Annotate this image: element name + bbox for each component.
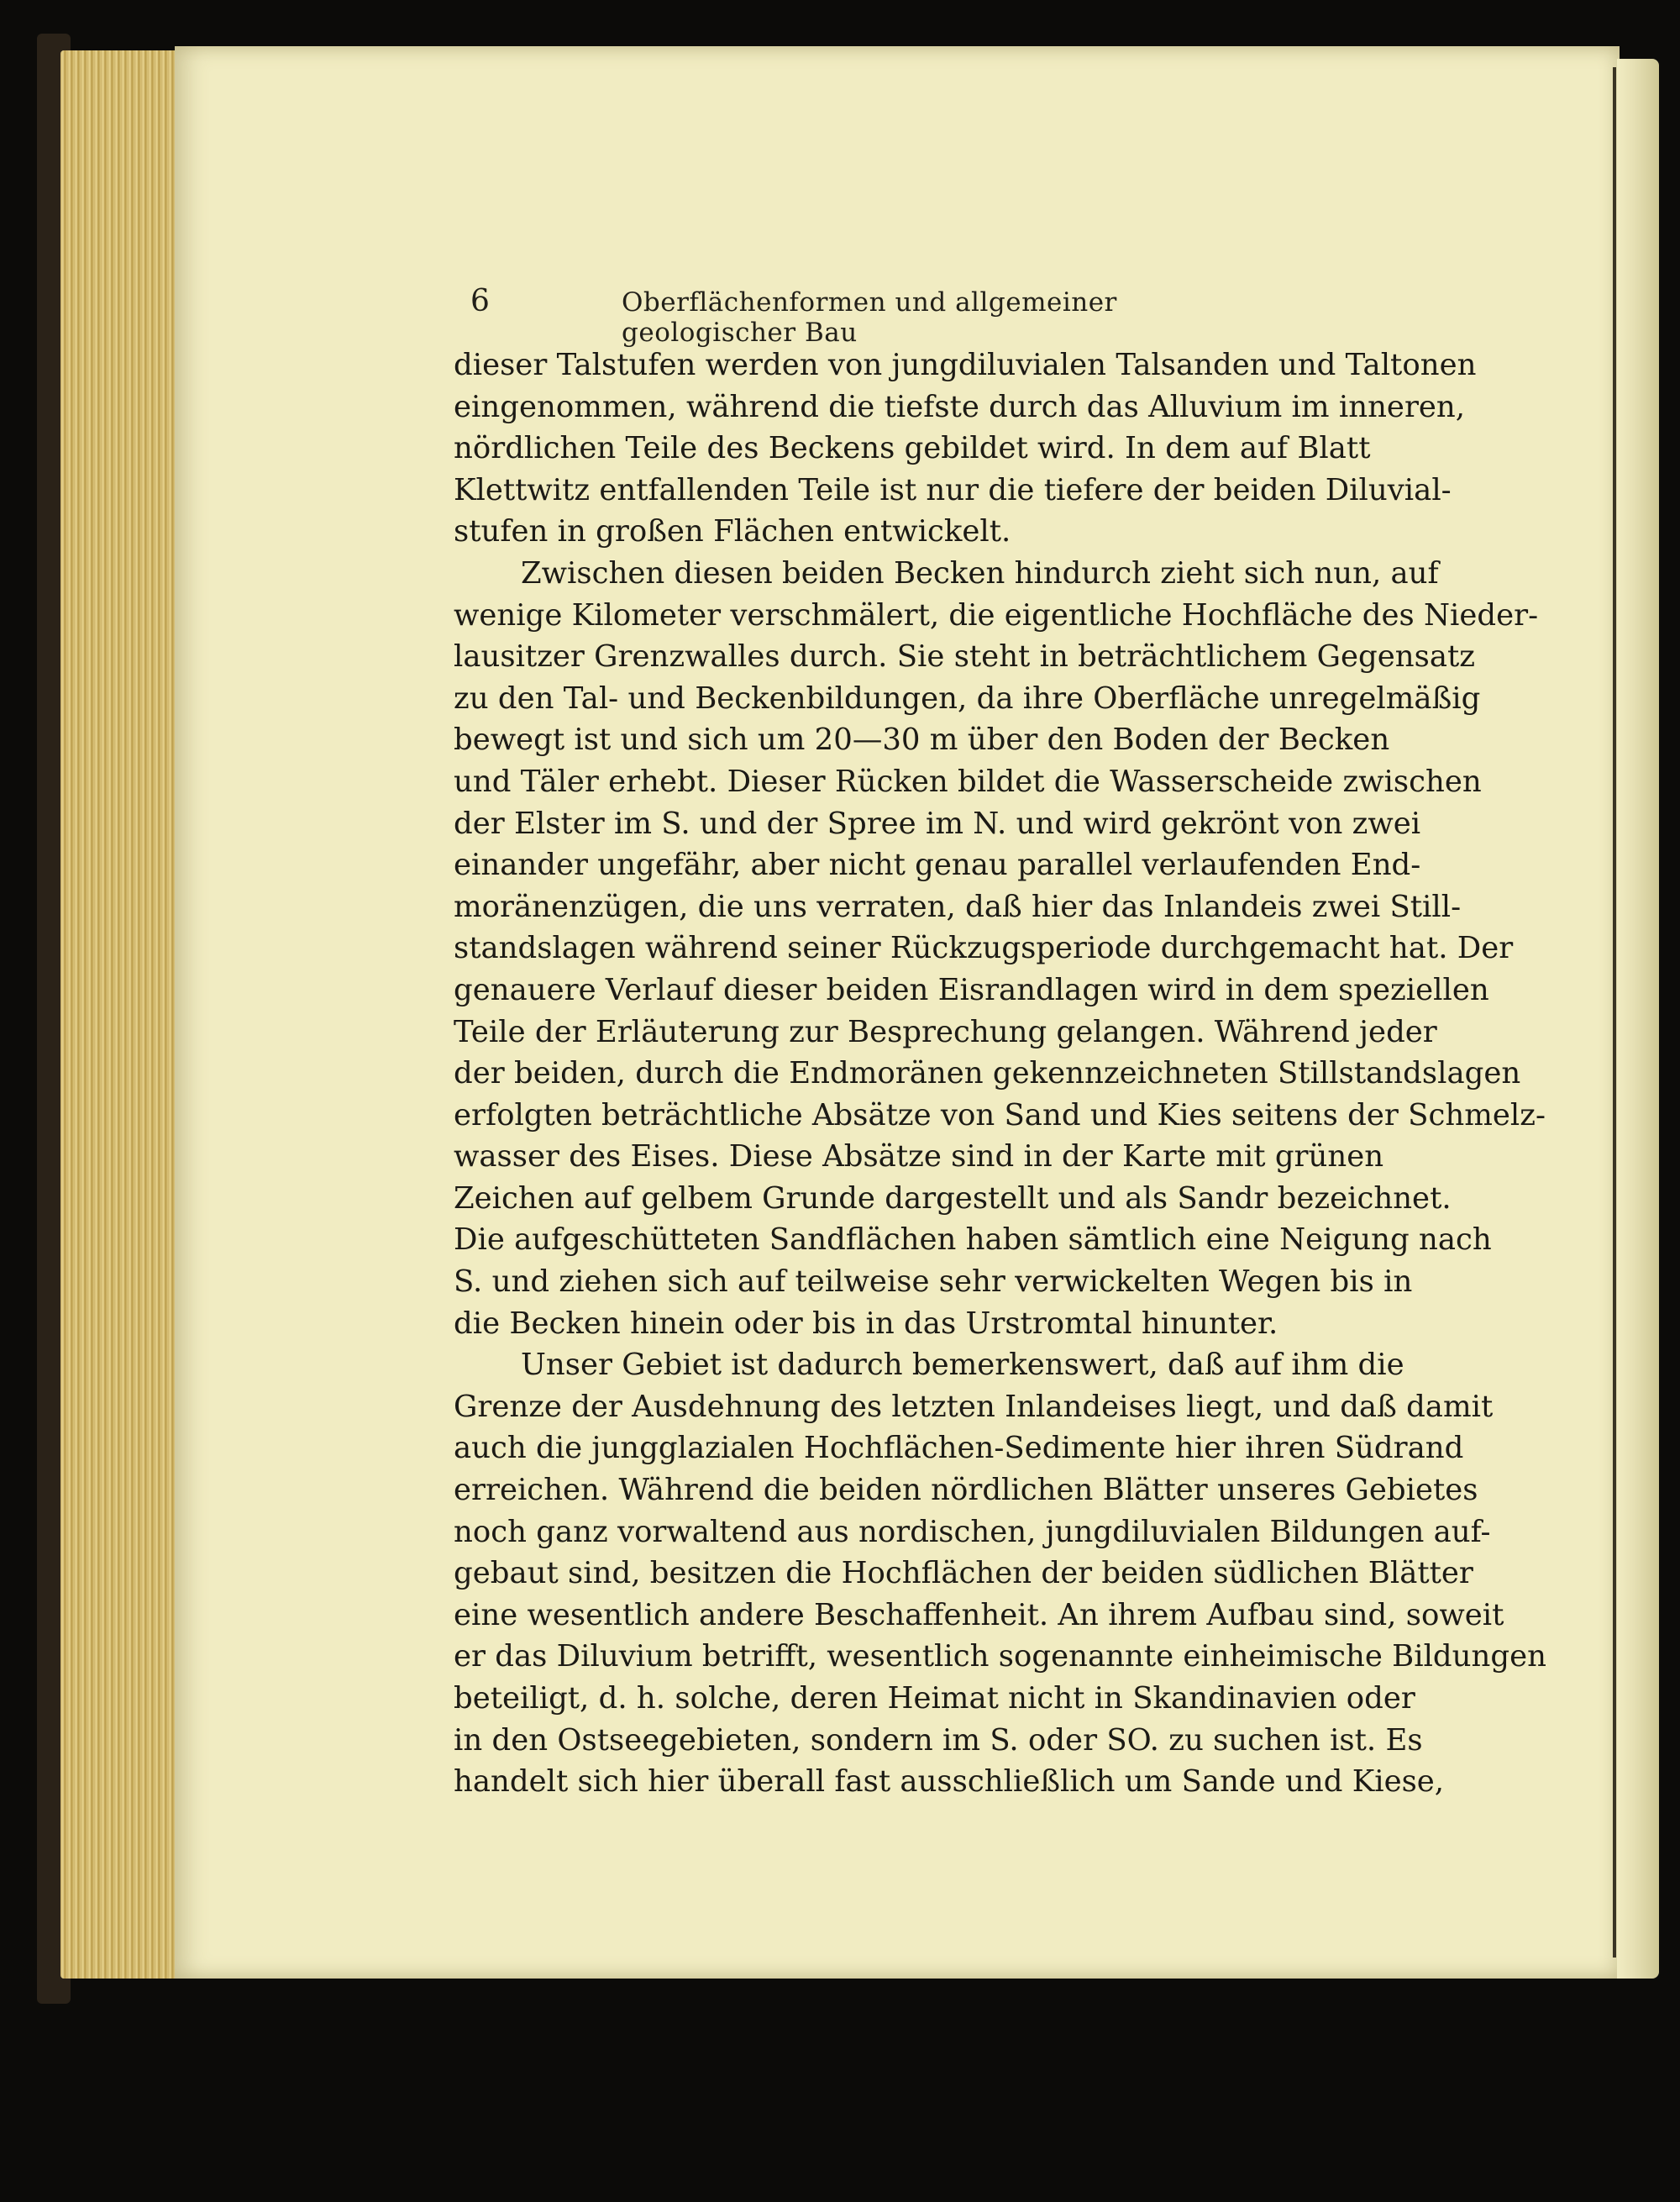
text-line: wasser des Eises. Diese Absätze sind in der Karte mit grünen (454, 1139, 1384, 1175)
text-line: gebaut sind, besitzen die Hochflächen der beiden südlichen Blätter (454, 1556, 1473, 1591)
text-line: erfolgten beträchtliche Absätze von Sand und Kies seitens der Schmelz- (454, 1097, 1546, 1133)
paragraph-first-line: Zwischen diesen beiden Becken hindurch zieht sich nun, auf (521, 555, 1439, 591)
text-line: nördlichen Teile des Beckens gebildet wird. In dem auf Blatt (454, 431, 1371, 466)
text-line: auch die jungglazialen Hochflächen-Sedimente hier ihren Südrand (454, 1431, 1464, 1466)
text-line: handelt sich hier überall fast ausschließlich um Sande und Kiese, (454, 1764, 1445, 1800)
right-page-edge (1617, 59, 1659, 1979)
text-line: der beiden, durch die Endmoränen gekennzeichneten Stillstandslagen (454, 1056, 1521, 1091)
text-line: Klettwitz entfallenden Teile ist nur die tiefere der beiden Diluvial- (454, 472, 1452, 507)
text-line: zu den Tal- und Beckenbildungen, da ihre Oberfläche unregelmäßig (454, 681, 1481, 716)
text-line: eine wesentlich andere Beschaffenheit. An ihrem Aufbau sind, soweit (454, 1597, 1504, 1632)
page-edges (60, 50, 186, 1979)
text-line: standslagen während seiner Rückzugsperiode durchgemacht hat. Der (454, 931, 1514, 966)
body-text (454, 344, 1546, 1823)
text-line: noch ganz vorwaltend aus nordischen, jungdiluvialen Bildungen auf- (454, 1514, 1491, 1549)
running-title: Oberflächenformen und allgemeiner geologischer Bau (622, 287, 1117, 348)
text-line: Teile der Erläuterung zur Besprechung gelangen. Während jeder (454, 1014, 1437, 1049)
text-line: Die aufgeschütteten Sandflächen haben sämtlich eine Neigung nach (454, 1222, 1492, 1258)
text-line: bewegt ist und sich um 20—30 m über den Boden der Becken (454, 723, 1390, 758)
text-line: dieser Talstufen werden von jungdiluvialen Talsanden und Taltonen (454, 348, 1477, 382)
text-line: lausitzer Grenzwalles durch. Sie steht in beträchtlichem Gegensatz (454, 639, 1475, 675)
text-line: die Becken hinein oder bis in das Urstromtal hinunter. (454, 1306, 1278, 1341)
text-line: stufen in großen Flächen entwickelt. (454, 514, 1011, 549)
text-line: genauere Verlauf dieser beiden Eisrandlagen wird in dem speziellen (454, 972, 1489, 1007)
text-line: erreichen. Während die beiden nördlichen Blätter unseres Gebietes (454, 1473, 1478, 1508)
text-line: der Elster im S. und der Spree im N. und wird gekrönt von zwei (454, 806, 1421, 841)
text-line: und Täler erhebt. Dieser Rücken bildet die Wasserscheide zwischen (454, 764, 1482, 799)
text-line: er das Diluvium betrifft, wesentlich sogenannte einheimische Bildungen (454, 1639, 1546, 1674)
text-line: S. und ziehen sich auf teilweise sehr verwickelten Wegen bis in (454, 1264, 1413, 1300)
text-line: Zeichen auf gelbem Grunde dargestellt und als Sandr bezeichnet. (454, 1180, 1452, 1216)
text-line: beteiligt, d. h. solche, deren Heimat nicht in Skandinavien oder (454, 1681, 1415, 1716)
text-line: einander ungefähr, aber nicht genau parallel verlaufenden End- (454, 848, 1421, 883)
page-header (470, 284, 1210, 348)
right-crease (1613, 67, 1616, 1958)
text-line: eingenommen, während die tiefste durch das Alluvium im inneren, (454, 389, 1466, 424)
paragraph-first-line: Unser Gebiet ist dadurch bemerkenswert, daß auf ihm die (521, 1348, 1404, 1383)
text-line: Grenze der Ausdehnung des letzten Inlandeises liegt, und daß damit (454, 1389, 1494, 1424)
page-number: 6 (470, 284, 490, 318)
text-line: in den Ostseegebieten, sondern im S. oder SO. zu suchen ist. Es (454, 1722, 1423, 1758)
text-line: wenige Kilometer verschmälert, die eigentliche Hochfläche des Nieder- (454, 597, 1539, 633)
text-line: moränenzügen, die uns verraten, daß hier das Inlandeis zwei Still- (454, 889, 1462, 924)
